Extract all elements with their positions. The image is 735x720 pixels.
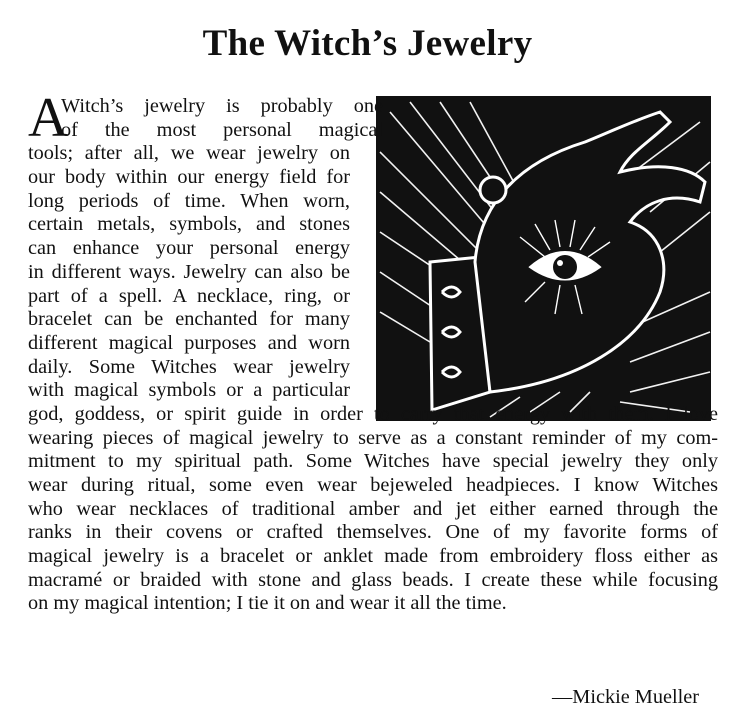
body-line: who wear necklaces of traditional amber and jet either earned through the [28,497,718,520]
body-line: macramé or braided with stone and glass beads. I create these while focusing [28,568,718,591]
drop-cap: A [28,87,69,149]
body-line: wear during ritual, some even wear bejeweled headpieces. I know Witches [28,474,718,496]
article-body [28,87,718,616]
page-title: The Witch’s Jewelry [202,23,533,64]
body-line: our body within our energy field for [28,166,350,189]
body-line: of the most personal magical [61,118,383,141]
body-line: in different ways. Jewelry can also be [28,260,350,283]
body-line: different magical purposes and worn [28,331,350,354]
body-line: with magical symbols or a particular [28,379,350,402]
body-line: mitment to my spiritual path. Some Witches have special jewelry they only [28,450,718,473]
body-line: part of a spell. A necklace, ring, or [28,284,350,307]
body-line: tools; after all, we wear jewelry on [28,142,350,165]
body-line: magical jewelry is a bracelet or anklet made from embroidery floss either as [28,545,718,568]
body-line: god, goddess, or spirit guide in order to carry that energy with them. I love [28,402,718,425]
body-line: can enhance your personal energy [28,237,350,260]
body-line: daily. Some Witches wear jewelry [28,355,350,378]
body-line: certain metals, symbols, and stones [28,213,350,236]
body-line: bracelet can be enchanted for many [28,308,350,331]
body-line: ranks in their covens or crafted themselves. One of my favorite forms of [28,521,718,544]
author-signature: —Mickie Mueller [552,686,699,708]
body-line: wearing pieces of magical jewelry to serve as a constant reminder of my com- [28,426,718,449]
body-line: long periods of time. When worn, [28,189,350,212]
body-line: Witch’s jewelry is probably one [61,95,383,117]
body-line: on my magical intention; I tie it on and wear it all the time. [28,592,507,615]
